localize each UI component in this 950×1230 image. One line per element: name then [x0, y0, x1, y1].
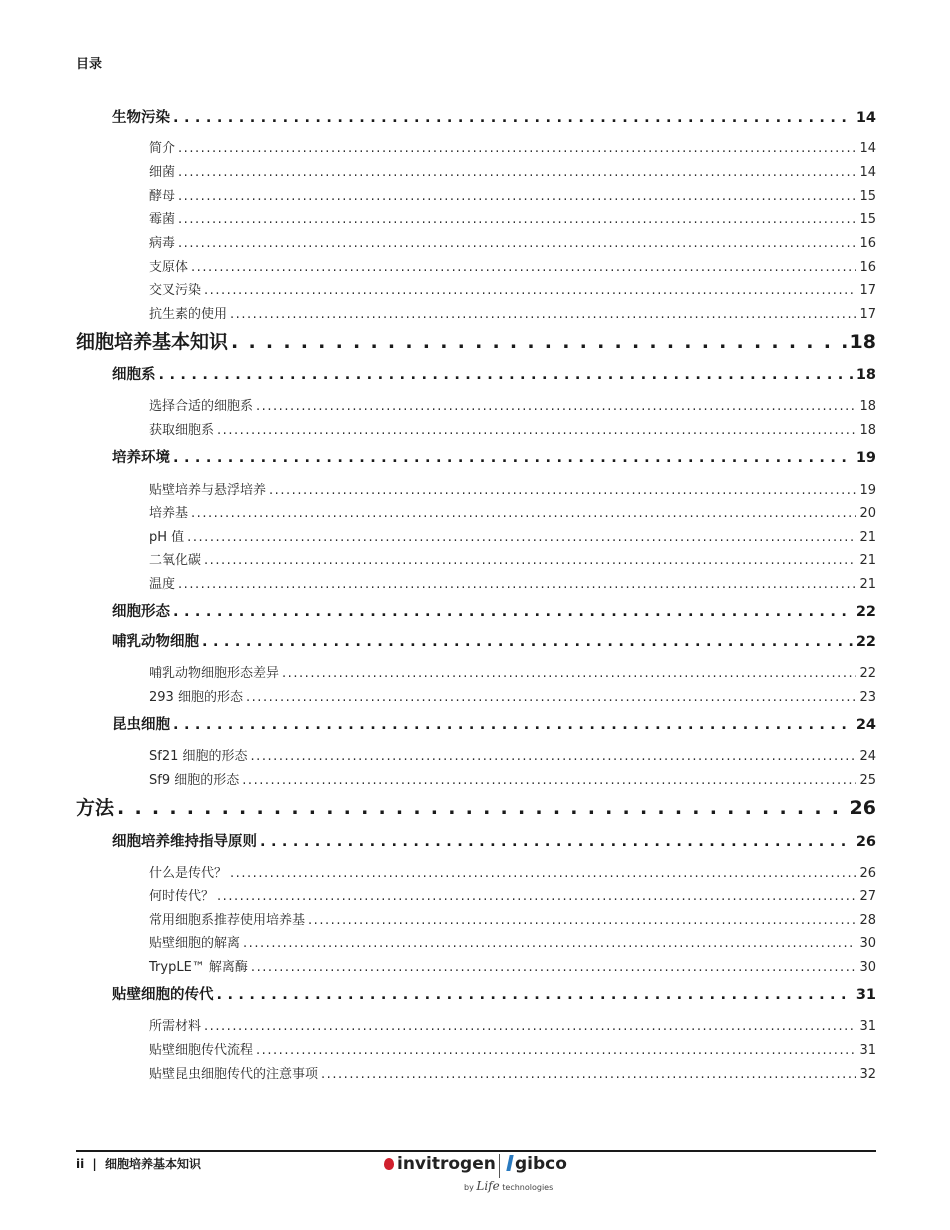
toc-entry-level2[interactable] [112, 983, 876, 1004]
toc-entry-page: 22 [855, 634, 876, 650]
toc-entry-level3[interactable] [149, 573, 876, 592]
footer-doc-title: 细胞培养基本知识 [105, 1157, 202, 1171]
footer-divider [76, 1150, 876, 1152]
toc-entry-title: 细胞系 [112, 367, 156, 383]
toc-entry-page: 25 [859, 773, 876, 788]
toc-dot-leader [173, 604, 853, 620]
toc-entry-page: 31 [859, 1043, 876, 1058]
footer-separator: | [92, 1157, 97, 1171]
toc-entry-level3[interactable] [149, 502, 876, 521]
toc-entry-title: 293 细胞的形态 [149, 690, 243, 705]
toc-entry-title: Sf21 细胞的形态 [149, 749, 248, 764]
toc-dot-leader [217, 889, 856, 904]
toc-dot-leader [282, 666, 856, 681]
logo-divider [499, 1154, 500, 1178]
toc-entry-level2[interactable] [112, 830, 876, 851]
toc-entry-title: 获取细胞系 [149, 423, 215, 438]
footer-page-number: ii [76, 1157, 85, 1171]
toc-entry-level3[interactable] [149, 769, 876, 788]
toc-entry-page: 31 [855, 987, 876, 1003]
toc-dot-leader [321, 1067, 856, 1082]
toc-entry-level3[interactable] [149, 686, 876, 705]
toc-entry-page: 18 [859, 423, 876, 438]
toc-dot-leader [204, 1019, 856, 1034]
toc-entry-title: 贴壁培养与悬浮培养 [149, 483, 267, 498]
toc-entry-level2[interactable] [112, 446, 876, 467]
toc-entry-level3[interactable] [149, 208, 876, 227]
toc-dot-leader [269, 483, 856, 498]
toc-entry-level1[interactable] [76, 327, 876, 354]
toc-entry-page: 14 [859, 165, 876, 180]
toc-entry-title: 何时传代？ [149, 889, 215, 904]
toc-dot-leader [173, 110, 853, 126]
toc-entry-page: 30 [859, 936, 876, 951]
toc-entry-level3[interactable] [149, 232, 876, 251]
toc-entry-title: 哺乳动物细胞 [112, 634, 199, 650]
toc-entry-page: 27 [859, 889, 876, 904]
toc-dot-leader [256, 399, 856, 414]
toc-entry-page: 30 [859, 960, 876, 975]
toc-entry-title: 贴壁细胞的传代 [112, 987, 214, 1003]
toc-entry-page: 17 [859, 307, 876, 322]
toc-entry-title: 细胞培养维持指导原则 [112, 834, 257, 850]
toc-entry-page: 28 [859, 913, 876, 928]
toc-dot-leader [173, 717, 853, 733]
toc-dot-leader [178, 165, 856, 180]
toc-entry-title: 霉菌 [149, 212, 176, 227]
toc-dot-leader [246, 690, 857, 705]
toc-dot-leader [202, 634, 853, 650]
toc-entry-title: 抗生素的使用 [149, 307, 228, 322]
toc-entry-level3[interactable] [149, 419, 876, 438]
footer-left [76, 1155, 201, 1172]
toc-entry-level3[interactable] [149, 479, 876, 498]
toc-entry-level3[interactable] [149, 256, 876, 275]
toc-dot-leader [191, 506, 856, 521]
toc-entry-title: 细胞培养基本知识 [76, 331, 229, 353]
toc-entry-title: 简介 [149, 141, 176, 156]
toc-entry-page: 18 [859, 399, 876, 414]
toc-entry-title: 所需材料 [149, 1019, 202, 1034]
toc-entry-level3[interactable] [149, 909, 876, 928]
toc-entry-title: 方法 [76, 797, 115, 819]
toc-entry-title: 培养环境 [112, 450, 170, 466]
toc-entry-page: 19 [859, 483, 876, 498]
toc-entry-page: 16 [859, 260, 876, 275]
toc-entry-level1[interactable] [76, 793, 876, 820]
toc-dot-leader [178, 212, 856, 227]
toc-entry-level2[interactable] [112, 600, 876, 621]
toc-dot-leader [243, 936, 856, 951]
logo-life-text: Life [476, 1179, 500, 1193]
toc-entry-page: 21 [859, 553, 876, 568]
toc-entry-title: TrypLE™ 解离酶 [149, 960, 248, 975]
toc-entry-title: 生物污染 [112, 110, 170, 126]
toc-entry-page: 18 [855, 367, 876, 383]
toc-entry-page: 20 [859, 506, 876, 521]
page-header-title: 目录 [76, 57, 103, 72]
toc-entry-page: 23 [859, 690, 876, 705]
toc-dot-leader [251, 960, 857, 975]
toc-entry-title: 二氧化碳 [149, 553, 202, 568]
toc-dot-leader [191, 260, 856, 275]
toc-entry-level3[interactable] [149, 932, 876, 951]
toc-entry-page: 24 [859, 749, 876, 764]
toc-entry-page: 24 [855, 717, 876, 733]
toc-entry-title: 支原体 [149, 260, 189, 275]
gibco-mark-icon [506, 1155, 513, 1171]
toc-entry-title: 交叉污染 [149, 283, 202, 298]
toc-entry-level3[interactable] [149, 1015, 876, 1034]
toc-entry-title: 细菌 [149, 165, 176, 180]
toc-entry-level3[interactable] [149, 137, 876, 156]
toc-entry-page: 22 [855, 604, 876, 620]
toc-entry-title: 病毒 [149, 236, 176, 251]
toc-dot-leader [173, 450, 853, 466]
toc-entry-page: 16 [859, 236, 876, 251]
toc-dot-leader [178, 189, 856, 204]
brand-logos [384, 1154, 574, 1196]
toc-dot-leader [204, 283, 856, 298]
toc-entry-title: Sf9 细胞的形态 [149, 773, 240, 788]
toc-entry-page: 31 [859, 1019, 876, 1034]
toc-entry-level2[interactable] [112, 713, 876, 734]
toc-entry-title: 培养基 [149, 506, 189, 521]
toc-entry-page: 15 [859, 189, 876, 204]
toc-entry-page: 32 [859, 1067, 876, 1082]
toc-dot-leader [204, 553, 856, 568]
toc-entry-page: 26 [855, 834, 876, 850]
toc-dot-leader [178, 577, 856, 592]
toc-dot-leader [159, 367, 853, 383]
toc-entry-level3[interactable] [149, 885, 876, 904]
toc-dot-leader [230, 307, 856, 322]
toc-entry-title: 贴壁细胞传代流程 [149, 1043, 254, 1058]
toc-entry-title: 哺乳动物细胞形态差异 [149, 666, 280, 681]
toc-entry-level2[interactable] [112, 106, 876, 127]
toc-dot-leader [308, 913, 856, 928]
toc-entry-page: 14 [855, 110, 876, 126]
toc-entry-page: 26 [849, 797, 876, 819]
toc-entry-level3[interactable] [149, 1039, 876, 1058]
toc-entry-page: 26 [859, 866, 876, 881]
toc-entry-page: 17 [859, 283, 876, 298]
toc-entry-page: 21 [859, 530, 876, 545]
toc-entry-title: 贴壁昆虫细胞传代的注意事项 [149, 1067, 319, 1082]
toc-entry-level2[interactable] [112, 630, 876, 651]
toc-entry-level3[interactable] [149, 862, 876, 881]
toc-entry-page: 19 [855, 450, 876, 466]
toc-dot-leader [260, 834, 853, 850]
gibco-logo [508, 1154, 567, 1174]
toc-dot-leader [256, 1043, 856, 1058]
invitrogen-logo-text: invitrogen [397, 1154, 496, 1174]
toc-dot-leader [217, 423, 856, 438]
invitrogen-logo [384, 1154, 496, 1174]
toc-dot-leader [178, 236, 856, 251]
toc-entry-title: 什么是传代？ [149, 866, 228, 881]
toc-entry-title: 贴壁细胞的解离 [149, 936, 241, 951]
toc-entry-page: 18 [849, 331, 876, 353]
toc-dot-leader [242, 773, 856, 788]
life-technologies-logo [464, 1179, 553, 1193]
toc-entry-page: 15 [859, 212, 876, 227]
toc-entry-level3[interactable] [149, 185, 876, 204]
toc-entry-page: 14 [859, 141, 876, 156]
toc-dot-leader [117, 797, 847, 819]
toc-dot-leader [231, 331, 847, 353]
toc-dot-leader [217, 987, 853, 1003]
toc-entry-title: 酵母 [149, 189, 176, 204]
logo-technologies-text: technologies [502, 1183, 554, 1192]
toc-entry-level3[interactable] [149, 303, 876, 322]
toc-entry-title: 昆虫细胞 [112, 717, 170, 733]
toc-dot-leader [178, 141, 856, 156]
toc-entry-level3[interactable] [149, 526, 876, 545]
toc-entry-level3[interactable] [149, 745, 876, 764]
toc-entry-page: 21 [859, 577, 876, 592]
toc-dot-leader [251, 749, 857, 764]
toc-entry-title: 细胞形态 [112, 604, 170, 620]
toc-entry-level3[interactable] [149, 1063, 876, 1082]
toc-entry-page: 22 [859, 666, 876, 681]
gibco-logo-text: gibco [515, 1154, 567, 1174]
toc-entry-title: pH 值 [149, 530, 185, 545]
toc-entry-level3[interactable] [149, 956, 876, 975]
toc-entry-level3[interactable] [149, 279, 876, 298]
toc-entry-title: 选择合适的细胞系 [149, 399, 254, 414]
toc-entry-level3[interactable] [149, 395, 876, 414]
toc-entry-level3[interactable] [149, 161, 876, 180]
invitrogen-mark-icon [384, 1158, 394, 1170]
toc-entry-title: 常用细胞系推荐使用培养基 [149, 913, 306, 928]
toc-entry-level3[interactable] [149, 549, 876, 568]
logo-by-text: by [464, 1183, 474, 1192]
toc-dot-leader [230, 866, 856, 881]
toc-entry-level3[interactable] [149, 662, 876, 681]
toc-entry-title: 温度 [149, 577, 176, 592]
toc-entry-level2[interactable] [112, 363, 876, 384]
toc-dot-leader [187, 530, 856, 545]
